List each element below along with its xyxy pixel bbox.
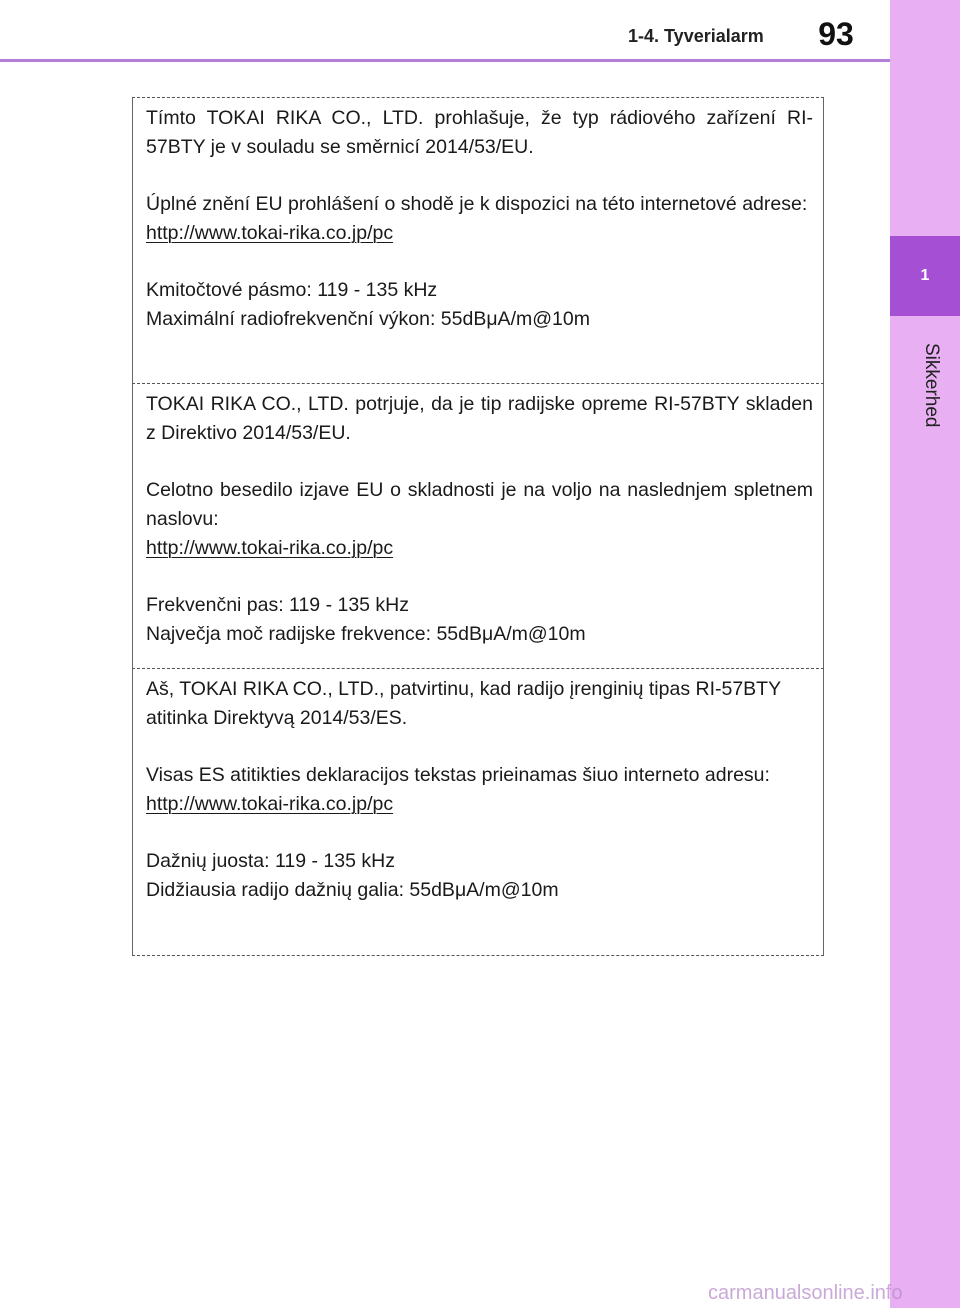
chapter-number-box[interactable] [890, 236, 960, 316]
frequency-band: Kmitočtové pásmo: 119 - 135 kHz [146, 279, 438, 301]
declaration-lithuanian [132, 668, 824, 956]
paragraph-gap [146, 248, 813, 276]
site-watermark: carmanualsonline.info [708, 1282, 903, 1304]
declaration-link[interactable]: http://www.tokai-rika.co.jp/pc [146, 793, 394, 815]
conformity-statement: TOKAI RIKA CO., LTD. potrjuje, da je tip radijske opreme RI-57BTY skladen z Direktivo 2014/53/EU. [146, 393, 813, 444]
chapter-side-tab [890, 0, 960, 1308]
max-power: Maximální radiofrekvenční výkon: 55dBμA/m@10m [146, 308, 590, 330]
paragraph-gap [146, 162, 813, 190]
conformity-statement: Aš, TOKAI RIKA CO., LTD., patvirtinu, kad radijo įrenginių tipas RI-57BTY atitinka Direktyvą 2014/53/ES. [146, 678, 781, 729]
page-number: 93 [818, 16, 854, 52]
max-power: Didžiausia radijo dažnių galia: 55dBμA/m@10m [146, 879, 559, 901]
availability-text: Celotno besedilo izjave EU o skladnosti je na voljo na naslednjem spletnem naslovu: [146, 479, 813, 530]
page-header [0, 0, 890, 64]
section-title: 1-4. Tyverialarm [628, 26, 764, 46]
declaration-slovenian [132, 383, 824, 668]
frequency-band: Frekvenčni pas: 119 - 135 kHz [146, 594, 410, 616]
availability-text: Visas ES atitikties deklaracijos tekstas prieinamas šiuo interneto adresu: [146, 764, 770, 786]
frequency-band: Dažnių juosta: 119 - 135 kHz [146, 850, 395, 872]
paragraph-gap [146, 819, 813, 847]
header-rule [0, 59, 890, 62]
max-power: Največja moč radijske frekvence: 55dBμA/m@10m [146, 623, 586, 645]
chapter-number: 1 [920, 267, 930, 284]
paragraph-gap [146, 563, 813, 591]
declaration-czech [132, 97, 824, 383]
paragraph-gap [146, 733, 813, 761]
conformity-statement: Tímto TOKAI RIKA CO., LTD. prohlašuje, že typ rádiového zařízení RI-57BTY je v souladu se směrnicí 2014/53/EU. [146, 107, 813, 158]
declaration-link[interactable]: http://www.tokai-rika.co.jp/pc [146, 537, 394, 559]
declaration-link[interactable]: http://www.tokai-rika.co.jp/pc [146, 222, 394, 244]
paragraph-gap [146, 448, 813, 476]
availability-text: Úplné znění EU prohlášení o shodě je k dispozici na této internetové adrese: [146, 193, 808, 215]
chapter-label: Sikkerhed [921, 342, 942, 428]
